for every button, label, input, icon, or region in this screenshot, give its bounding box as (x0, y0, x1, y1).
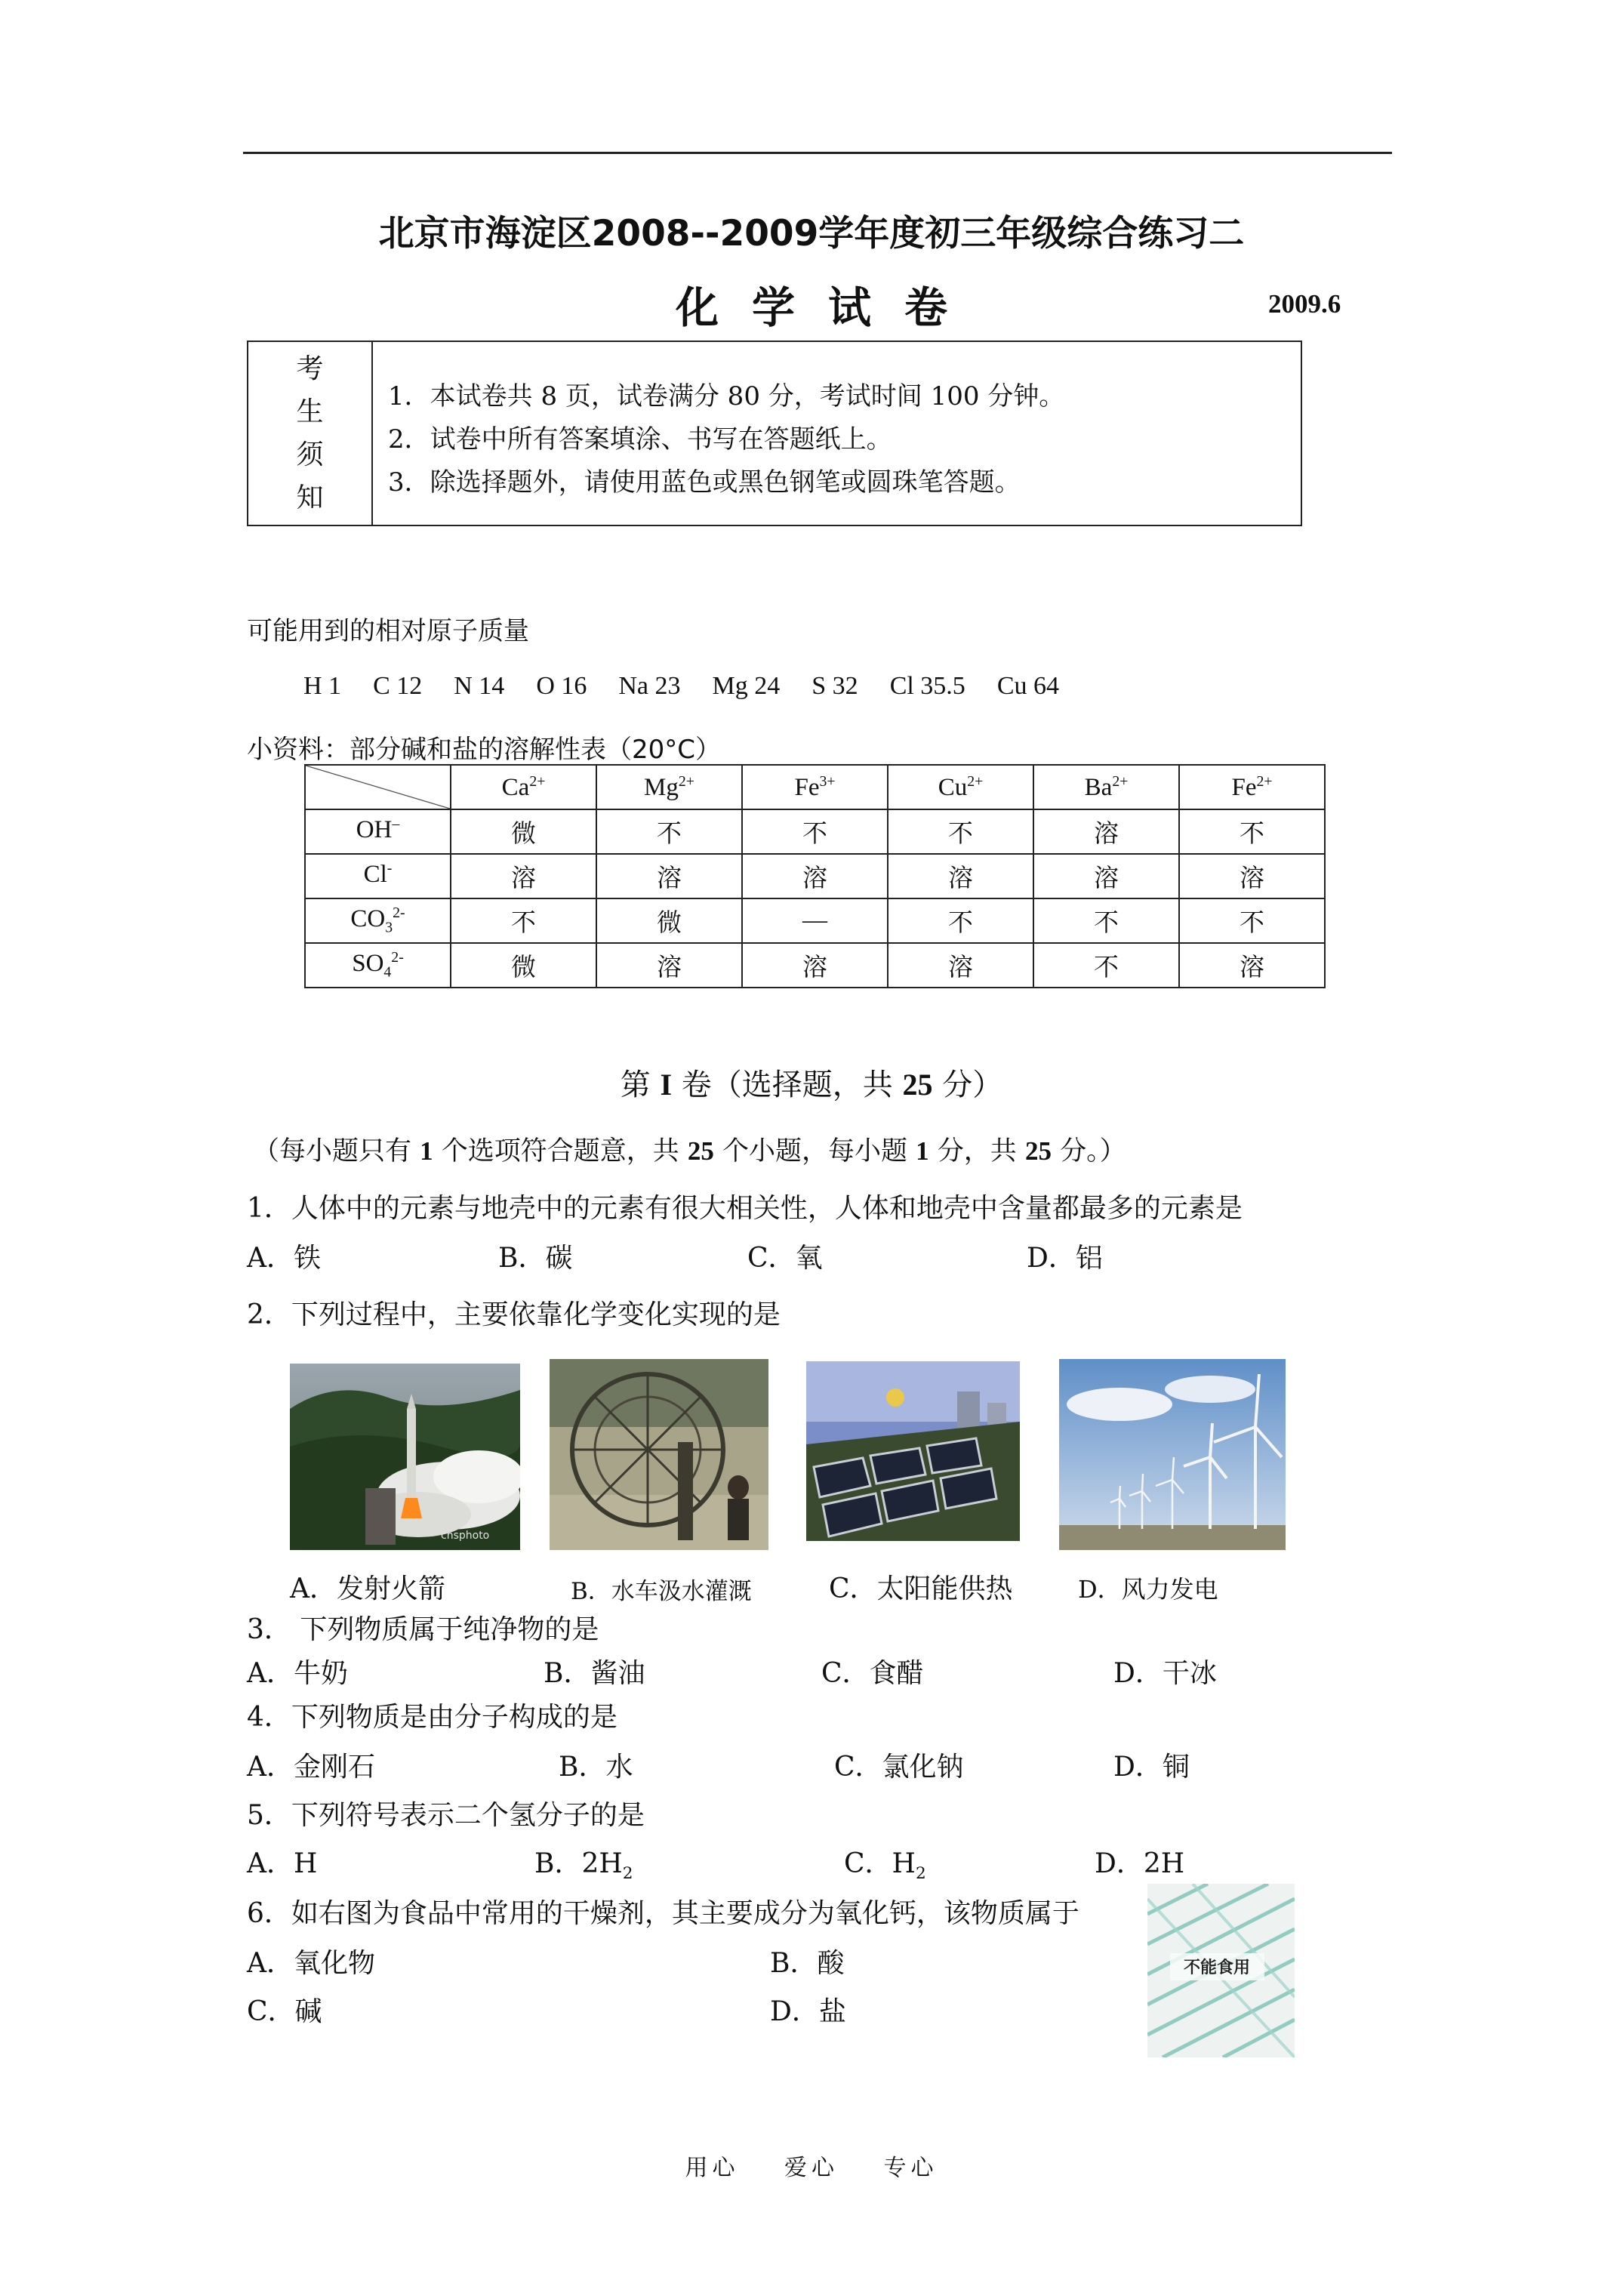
table-cell: 溶 (1179, 854, 1325, 898)
q3-option-b[interactable]: B．酱油 (544, 1658, 645, 1689)
anion-header: Cl- (305, 854, 451, 898)
notice-box (247, 341, 1302, 526)
q2-option-d[interactable]: D．风力发电 (1078, 1575, 1218, 1604)
table-cell: 不 (742, 809, 888, 854)
packet-label: 不能食用 (1183, 1959, 1251, 1977)
table-row (305, 898, 1325, 943)
q6-option-b[interactable]: B．酸 (770, 1948, 845, 1979)
exam-subtitle: 化学试卷 (676, 283, 981, 333)
atomic-mass: C 12 (373, 672, 423, 700)
exam-title: 北京市海淀区2008--2009学年度初三年级综合练习二 (378, 213, 1245, 254)
table-cell: 不 (888, 809, 1033, 854)
q1-option-b[interactable]: B．碳 (498, 1243, 573, 1274)
table-cell: 溶 (1033, 854, 1179, 898)
rocket-launch-image (290, 1364, 520, 1550)
table-cell: — (742, 898, 888, 943)
q2-option-b[interactable]: B．水车汲水灌溉 (571, 1578, 752, 1605)
atomic-mass: Cl 35.5 (889, 672, 965, 700)
atomic-mass-list (303, 672, 1091, 701)
part-one-rule: （每小题只有 1 个选项符合题意，共 25 个小题，每小题 1 分，共 25 分。） (253, 1136, 1126, 1166)
image-watermark: cnsphoto (441, 1530, 490, 1542)
q6-option-a[interactable]: A．氧化物 (247, 1948, 375, 1979)
footer-word: 爱心 (784, 2155, 839, 2181)
wind-turbine-image (1059, 1359, 1286, 1550)
table-cell: 微 (451, 809, 596, 854)
q1-option-c[interactable]: C．氧 (747, 1243, 823, 1274)
cation-header: $Fe^{3+}$ (742, 765, 888, 809)
atomic-mass: Cu 64 (996, 672, 1059, 700)
q1-option-d[interactable]: D．铝 (1027, 1243, 1103, 1274)
q2-option-a[interactable]: A．发射火箭 (290, 1573, 445, 1604)
table-cell: 溶 (888, 854, 1033, 898)
footer-word: 专心 (883, 2155, 938, 2181)
notice-label-char: 考 (296, 353, 324, 384)
notice-item: 2．试卷中所有答案填涂、书写在答题纸上。 (388, 424, 892, 455)
atomic-mass: O 16 (536, 672, 587, 700)
q4-option-b[interactable]: B．水 (559, 1752, 633, 1783)
notice-item: 1．本试卷共 8 页，试卷满分 80 分，考试时间 100 分钟。 (388, 381, 1065, 411)
waterwheel-image (550, 1359, 768, 1550)
top-rule (243, 152, 1392, 154)
table-cell: 溶 (742, 943, 888, 988)
atomic-mass-heading: 可能用到的相对原子质量 (247, 616, 529, 646)
solar-heating-image (806, 1361, 1020, 1541)
q3-option-c[interactable]: C．食醋 (821, 1658, 924, 1689)
table-cell: 不 (1179, 898, 1325, 943)
atomic-mass: N 14 (454, 672, 505, 700)
q5-option-d[interactable]: D．2H (1095, 1848, 1185, 1879)
table-row (305, 809, 1325, 854)
footer-word: 用心 (685, 2155, 740, 2181)
table-cell: 溶 (451, 854, 596, 898)
atomic-mass: Na 23 (618, 672, 681, 700)
q5-option-a[interactable]: A．H (247, 1848, 318, 1879)
anion-header: OH– (305, 809, 451, 854)
atomic-mass: S 32 (812, 672, 858, 700)
q3-option-a[interactable]: A．牛奶 (247, 1658, 348, 1689)
table-cell: 不 (888, 898, 1033, 943)
table-corner-cell (305, 765, 451, 809)
anion-header: $SO_4^{2-}$ (305, 943, 451, 988)
table-row (305, 943, 1325, 988)
notice-label-char: 须 (296, 439, 324, 470)
question-3: 3． 下列物质属于纯净物的是 (247, 1614, 599, 1645)
table-cell: 溶 (742, 854, 888, 898)
question-1: 1．人体中的元素与地壳中的元素有很大相关性，人体和地壳中含量都最多的元素是 (247, 1193, 1243, 1224)
q5-option-c[interactable]: C．$H_2$ (844, 1848, 926, 1884)
notice-label-char: 知 (296, 482, 324, 513)
table-cell: 溶 (1033, 809, 1179, 854)
desiccant-packet-image (1147, 1884, 1295, 2057)
q3-option-d[interactable]: D．干冰 (1113, 1658, 1217, 1689)
q4-option-a[interactable]: A．金刚石 (247, 1752, 375, 1783)
cation-header: $Cu^{2+}$ (888, 765, 1033, 809)
page-footer (0, 2149, 1623, 2182)
table-cell: 溶 (596, 943, 742, 988)
cation-header: $Mg^{2+}$ (596, 765, 742, 809)
cation-header: $Ca^{2+}$ (451, 765, 596, 809)
notice-items (388, 375, 1064, 504)
question-2: 2．下列过程中，主要依靠化学变化实现的是 (247, 1299, 781, 1330)
exam-date: 2009.6 (1268, 289, 1341, 319)
notice-item: 3．除选择题外，请使用蓝色或黑色钢笔或圆珠笔答题。 (388, 467, 1021, 498)
table-cell: 不 (451, 898, 596, 943)
table-header-row (305, 765, 1325, 809)
part-one-heading: 第 I 卷（选择题，共 25 分） (620, 1068, 1003, 1102)
table-cell: 不 (1179, 809, 1325, 854)
question-4: 4．下列物质是由分子构成的是 (247, 1702, 617, 1733)
q4-option-d[interactable]: D．铜 (1113, 1752, 1190, 1783)
table-row (305, 854, 1325, 898)
cation-header: $Ba^{2+}$ (1033, 765, 1179, 809)
table-cell: 不 (1033, 898, 1179, 943)
table-cell: 不 (1033, 943, 1179, 988)
q4-option-c[interactable]: C．氯化钠 (834, 1752, 964, 1783)
table-cell: 微 (596, 898, 742, 943)
notice-label-char: 生 (296, 396, 324, 427)
q6-option-d[interactable]: D．盐 (770, 1996, 846, 2027)
atomic-mass: H 1 (303, 672, 342, 700)
solubility-heading: 小资料：部分碱和盐的溶解性表（20°C） (247, 735, 722, 765)
q1-option-a[interactable]: A．铁 (247, 1243, 321, 1274)
table-cell: 溶 (596, 854, 742, 898)
table-cell: 溶 (1179, 943, 1325, 988)
anion-header: $CO_3^{2-}$ (305, 898, 451, 943)
table-cell: 微 (451, 943, 596, 988)
q5-option-b[interactable]: B．$2H_2$ (534, 1848, 633, 1884)
question-6: 6．如右图为食品中常用的干燥剂，其主要成分为氧化钙，该物质属于 (247, 1898, 1079, 1929)
notice-label (248, 342, 373, 525)
solubility-table (304, 764, 1326, 988)
q6-option-c[interactable]: C．碱 (247, 1996, 322, 2027)
q2-option-c[interactable]: C．太阳能供热 (829, 1573, 1013, 1604)
table-cell: 溶 (888, 943, 1033, 988)
cation-header: $Fe^{2+}$ (1179, 765, 1325, 809)
atomic-mass: Mg 24 (712, 672, 781, 700)
table-cell: 不 (596, 809, 742, 854)
question-5: 5．下列符号表示二个氢分子的是 (247, 1800, 645, 1831)
